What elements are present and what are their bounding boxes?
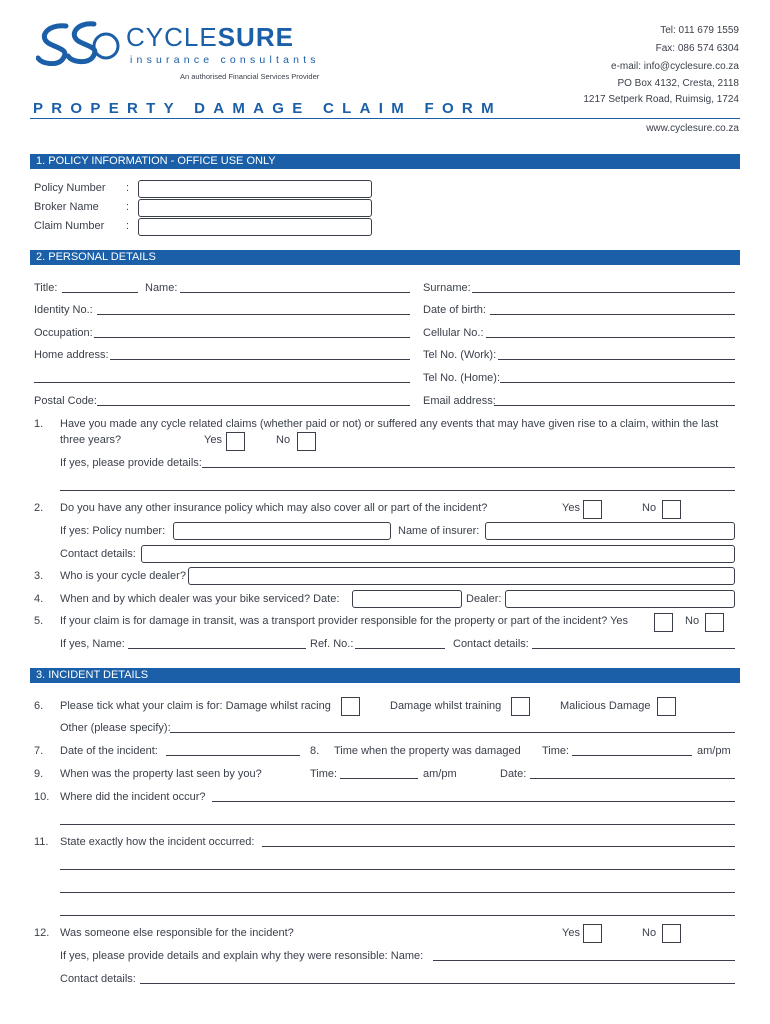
q2-contact-field[interactable] [141,545,735,563]
q2-policy-number-label: If yes: Policy number: [60,525,166,537]
q6-text: Please tick what your claim is for: Damage whilst racing [60,700,331,712]
q11-field-line-3[interactable] [60,892,735,893]
dob-field[interactable] [490,314,735,315]
q1-yes-checkbox[interactable] [226,432,245,451]
colon: : [126,201,130,213]
q1-text-line2: three years? [60,434,122,446]
broker-name-label: Broker Name [34,201,99,213]
q12-yes-checkbox[interactable] [583,924,602,943]
brand-name [126,22,294,53]
surname-label: Surname: [423,282,471,294]
q4-number: 4. [34,593,44,605]
cyclesure-logo [36,20,336,90]
q10-field-line-2[interactable] [60,824,735,825]
contact-website: www.cyclesure.co.za [646,123,739,134]
q1-no-checkbox[interactable] [297,432,316,451]
name-field[interactable] [180,292,410,293]
dob-label: Date of birth: [423,304,486,316]
tel-home-label: Tel No. (Home): [423,372,501,384]
q2-no-checkbox[interactable] [662,500,681,519]
email-address-label: Email address: [423,395,496,407]
q12-contact-field[interactable] [140,983,735,984]
q10-field[interactable] [212,801,735,802]
brand-light: CYCLE [126,22,218,52]
claim-number-label: Claim Number [34,220,105,232]
tel-home-field[interactable] [500,382,735,383]
q1-details-field[interactable] [202,467,735,468]
identity-label: Identity No.: [34,304,93,316]
q6-training-label: Damage whilst training [390,700,502,712]
broker-name-field[interactable] [138,199,372,217]
q6-malicious-label: Malicious Damage [560,700,651,712]
q4-text: When and by which dealer was your bike serviced? Date: [60,593,340,605]
policy-number-field[interactable] [138,180,372,198]
q3-text: Who is your cycle dealer? [60,570,186,582]
section3-heading [30,668,740,683]
tel-work-field[interactable] [498,359,735,360]
contact-po-box: PO Box 4132, Cresta, 2118 [617,78,739,89]
q1-yes-label: Yes [204,434,222,446]
q11-text: State exactly how the incident occurred: [60,836,255,848]
home-address-line-2[interactable] [34,382,410,383]
q2-policy-number-field[interactable] [173,522,391,540]
q2-yes-checkbox[interactable] [583,500,602,519]
q7-date-field[interactable] [166,755,300,756]
identity-field[interactable] [97,314,410,315]
tel-work-label: Tel No. (Work): [423,349,497,361]
policy-number-label: Policy Number [34,182,106,194]
contact-tel: Tel: 011 679 1559 [660,25,739,36]
header-rule [30,118,740,119]
q9-date-field[interactable] [530,778,735,779]
q11-number: 11. [34,836,49,848]
colon: : [126,182,130,194]
q8-time-field[interactable] [572,755,692,756]
occupation-field[interactable] [94,337,410,338]
brand-bold: SURE [217,22,294,52]
cycle-logo-icon [36,20,126,66]
q2-number: 2. [34,502,44,514]
q6-number: 6. [34,700,44,712]
home-address-field[interactable] [110,359,410,360]
q5-number: 5. [34,615,44,627]
q6-racing-checkbox[interactable] [341,697,360,716]
section1-heading [30,154,740,169]
q1-text: Have you made any cycle related claims (whether paid or not) or suffered any events that may have given rise to a claim, within the last [60,418,719,430]
q6-other-label: Other (please specify): [60,722,171,734]
title-label: Title: [34,282,58,294]
q6-training-checkbox[interactable] [511,697,530,716]
q12-yes-label: Yes [562,927,580,939]
q12-details-label: If yes, please provide details and explain why they were resonsible: Name: [60,950,424,962]
q5-contact-field[interactable] [532,648,735,649]
authorised-text: An authorised Financial Services Provider [180,72,320,81]
q5-text: If your claim is for damage in transit, was a transport provider responsible for the property or part of the incident? Yes [60,615,629,627]
q5-ref-label: Ref. No.: [310,638,354,650]
q9-date-label: Date: [500,768,527,780]
q10-number: 10. [34,791,50,803]
q12-contact-label: Contact details: [60,973,136,985]
cellular-field[interactable] [486,337,735,338]
brand-tagline: insurance consultants [130,54,320,66]
q5-name-label: If yes, Name: [60,638,125,650]
q7-text: Date of the incident: [60,745,158,757]
email-address-field[interactable] [494,405,735,406]
colon: : [126,220,130,232]
q9-time-label: Time: [310,768,338,780]
q9-time-field[interactable] [340,778,418,779]
q10-text: Where did the incident occur? [60,791,206,803]
claim-number-field[interactable] [138,218,372,236]
q12-number: 12. [34,927,50,939]
q8-ampm-label: am/pm [697,745,731,757]
section2-heading [30,250,740,265]
form-title: PROPERTY DAMAGE CLAIM FORM [33,100,502,117]
home-address-label: Home address: [34,349,109,361]
postal-code-field[interactable] [97,405,410,406]
q12-text: Was someone else responsible for the incident? [60,927,294,939]
q3-dealer-field[interactable] [188,567,735,585]
q4-dealer-label: Dealer: [466,593,502,605]
section3-heading-text: 3. INCIDENT DETAILS [36,669,149,681]
postal-code-label: Postal Code: [34,395,97,407]
q1-number: 1. [34,418,44,430]
q6-malicious-checkbox[interactable] [657,697,676,716]
occupation-label: Occupation: [34,327,93,339]
q9-ampm-label: am/pm [423,768,457,780]
q2-no-label: No [642,502,657,514]
q1-details-line-2[interactable] [60,490,735,491]
title-field[interactable] [62,292,138,293]
name-label: Name: [145,282,178,294]
q5-yes-checkbox[interactable] [654,613,673,632]
q11-field-line-4[interactable] [60,915,735,916]
q5-no-label: No [685,615,700,627]
contact-fax: Fax: 086 574 6304 [655,43,739,54]
q2-yes-label: Yes [562,502,580,514]
q8-number: 8. [310,745,320,757]
q8-time-label: Time: [542,745,570,757]
q5-contact-label: Contact details: [453,638,529,650]
q2-text: Do you have any other insurance policy which may also cover all or part of the incident? [60,502,488,514]
q12-name-field[interactable] [433,960,735,961]
q12-no-checkbox[interactable] [662,924,681,943]
q5-ref-field[interactable] [355,648,445,649]
q12-no-label: No [642,927,657,939]
q1-no-label: No [276,434,291,446]
q2-insurer-field[interactable] [485,522,735,540]
q5-no-checkbox[interactable] [705,613,724,632]
cellular-label: Cellular No.: [423,327,484,339]
contact-email: e-mail: info@cyclesure.co.za [611,61,739,72]
q5-name-field[interactable] [128,648,306,649]
q2-contact-label: Contact details: [60,548,136,560]
q7-number: 7. [34,745,44,757]
q2-insurer-label: Name of insurer: [398,525,480,537]
section1-heading-text: 1. POLICY INFORMATION - OFFICE USE ONLY [36,155,276,167]
q6-other-field[interactable] [170,732,735,733]
q1-details-label: If yes, please provide details: [60,457,202,469]
q11-field[interactable] [262,846,735,847]
q4-date-field[interactable] [352,590,462,608]
surname-field[interactable] [472,292,735,293]
section2-heading-text: 2. PERSONAL DETAILS [36,251,156,263]
contact-address: 1217 Setperk Road, Ruimsig, 1724 [583,94,739,105]
q9-text: When was the property last seen by you? [60,768,262,780]
q8-text: Time when the property was damaged [334,745,521,757]
q3-number: 3. [34,570,44,582]
q9-number: 9. [34,768,44,780]
q4-dealer-field[interactable] [505,590,735,608]
q11-field-line-2[interactable] [60,869,735,870]
